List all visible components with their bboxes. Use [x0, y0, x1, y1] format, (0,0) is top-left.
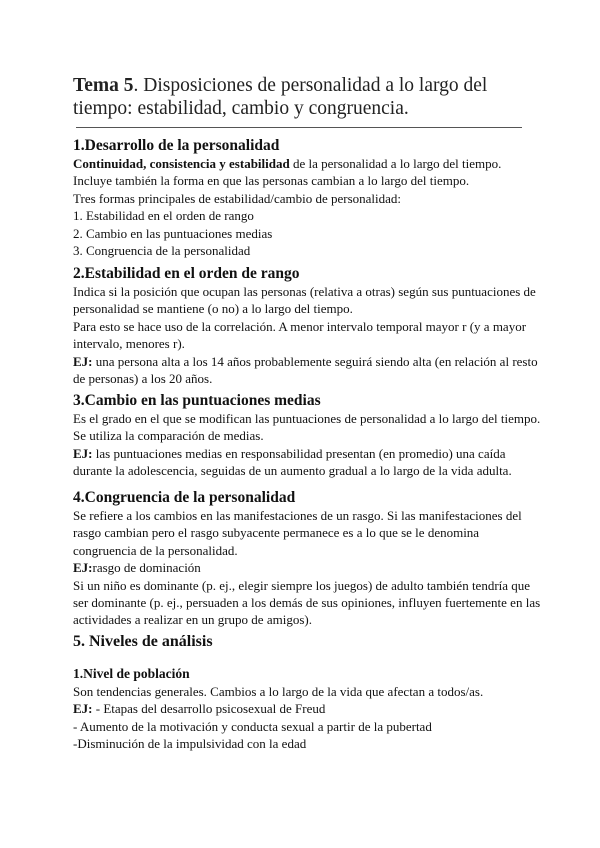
- example-paragraph: [73, 559, 543, 576]
- list-item: 2. Cambio en las puntuaciones medias: [73, 225, 273, 241]
- section-paragraph: [73, 155, 543, 190]
- title-divider: [76, 127, 522, 128]
- section-estabilidad: [73, 264, 543, 387]
- section-heading: 2.Estabilidad en el orden de rango: [73, 265, 300, 282]
- title-text: . Disposiciones de personalidad a lo largo del tiempo: estabilidad, cambio y congruencia.: [73, 75, 488, 119]
- list-line: - Aumento de la motivación y conducta sexual a partir de la pubertad: [73, 718, 432, 734]
- section-congruencia: [73, 488, 543, 629]
- example-label: EJ:: [73, 445, 93, 461]
- list-item: 1. Estabilidad en el orden de rango: [73, 208, 254, 224]
- lead-bold-text: Continuidad, consistencia y estabilidad: [73, 156, 290, 171]
- section-paragraph: Es el grado en el que se modifican las puntuaciones de personalidad a lo largo del tiempo. Se utiliza la comparación de medias.: [73, 411, 541, 444]
- example-label: EJ:: [73, 701, 93, 717]
- example-paragraph: [73, 700, 543, 717]
- spacer: [73, 651, 543, 665]
- section-heading: 5. Niveles de análisis: [73, 633, 213, 650]
- example-label: EJ:: [73, 560, 93, 576]
- section-heading: 4.Congruencia de la personalidad: [73, 489, 296, 506]
- section-niveles: [73, 632, 543, 753]
- example-paragraph: [73, 353, 543, 388]
- section-paragraph: Si un niño es dominante (p. ej., elegir siempre los juegos) de adulto también tendría que ser dominante (p. ej., persuaden a los demás de sus opiniones, influyen fuertemente en las actividades a realizar en un grupo de amigos).: [73, 577, 541, 628]
- intro-text: Tres formas principales de estabilidad/cambio de personalidad:: [73, 190, 402, 206]
- example-text: las puntuaciones medias en responsabilidad presentan (en promedio) una caída durante la adolescencia, seguidas de un aumento gradual a lo largo de la vida adulta.: [73, 445, 512, 479]
- section-cambio: [73, 391, 543, 480]
- section-paragraph: Se refiere a los cambios en las manifestaciones de un rasgo. Si las manifestaciones del rasgo cambian pero el rasgo subyacente permanece es a lo que se le denomina congruencia de la personalidad.: [73, 508, 522, 558]
- section-paragraph: Indica si la posición que ocupan las personas (relativa a otras) según sus puntuaciones de personalidad se mantiene (o no) a lo largo del tiempo.: [73, 284, 536, 317]
- title-prefix: Tema 5: [73, 75, 134, 96]
- example-paragraph: [73, 445, 543, 480]
- list-item: 3. Congruencia de la personalidad: [73, 243, 251, 259]
- example-text: una persona alta a los 14 años probablemente seguirá siendo alta (en relación al resto de personas) a los 20 años.: [73, 353, 538, 387]
- section-paragraph: Para esto se hace uso de la correlación. A menor intervalo temporal mayor r (y a mayor intervalo, menores r).: [73, 318, 527, 352]
- section-paragraph: Son tendencias generales. Cambios a lo largo de la vida que afectan a todos/as.: [73, 684, 484, 699]
- lead-text: de la personalidad a lo largo del tiempo. Incluye también la forma en que las personas cambian a lo largo del tiempo.: [73, 156, 502, 189]
- section-heading: 1.Desarrollo de la personalidad: [73, 137, 280, 154]
- section-desarrollo: [73, 136, 543, 259]
- example-text: - Etapas del desarrollo psicosexual de Freud: [92, 701, 326, 717]
- subsection-heading: 1.Nivel de población: [73, 666, 190, 681]
- example-label: EJ:: [73, 353, 93, 369]
- list-line: -Disminución de la impulsividad con la edad: [73, 736, 307, 752]
- section-heading: 3.Cambio en las puntuaciones medias: [73, 392, 321, 409]
- example-text: rasgo de dominación: [92, 560, 201, 576]
- page-title: [73, 74, 533, 120]
